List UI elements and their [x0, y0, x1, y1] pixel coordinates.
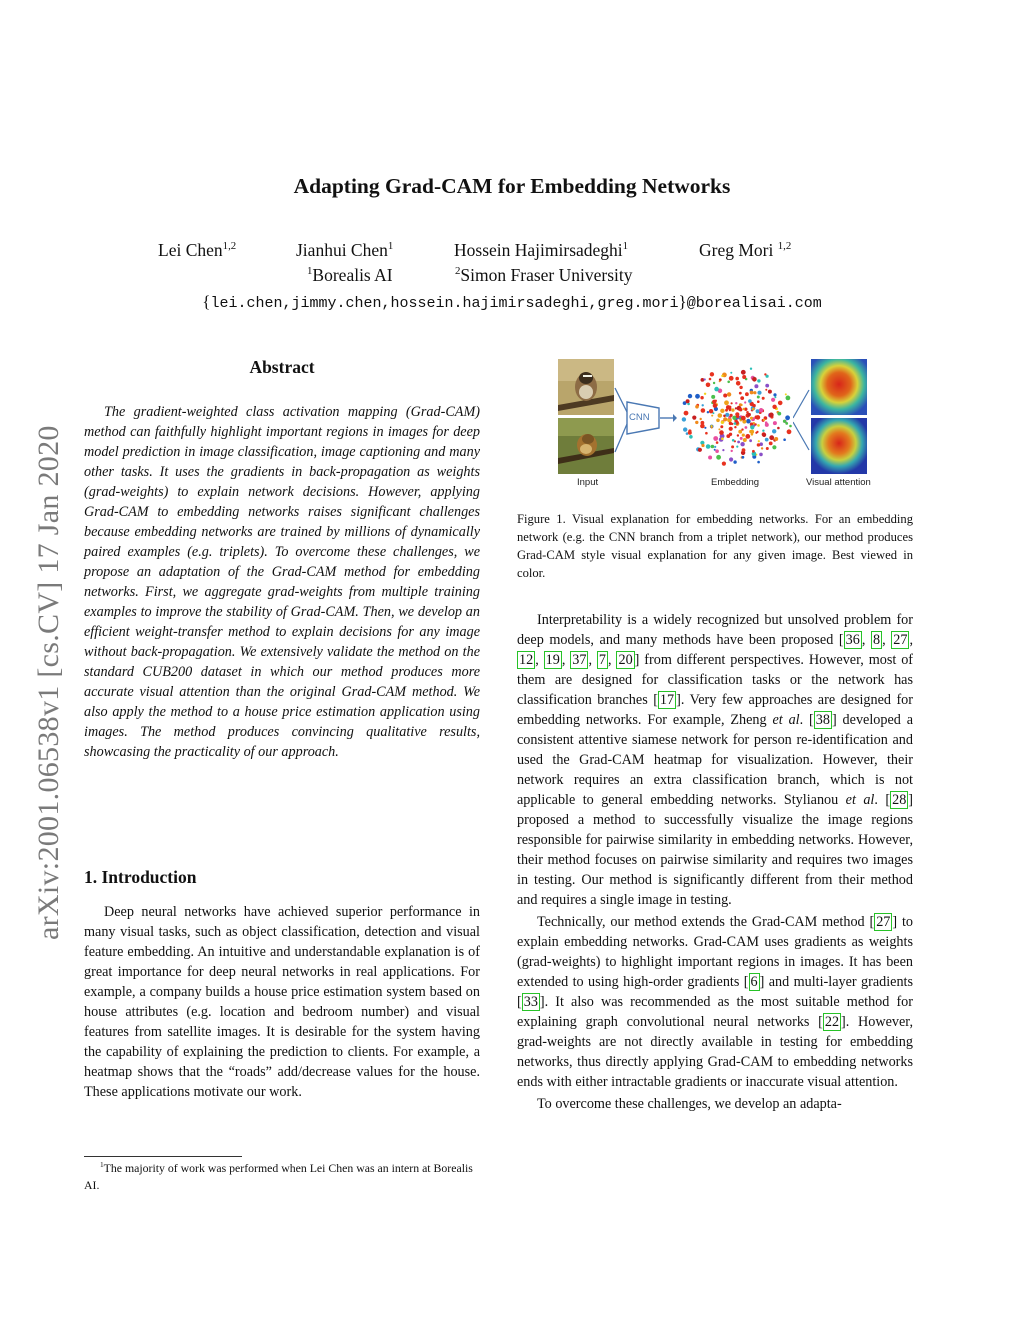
embedding-point — [756, 415, 761, 420]
embedding-point — [777, 427, 780, 430]
affiliation-borealis: $^1$Borealis AI — [307, 265, 393, 285]
affiliation-sfu: $^2$Simon Fraser University — [455, 265, 633, 285]
embedding-point — [714, 449, 716, 451]
embedding-point — [729, 422, 732, 425]
embedding-point — [734, 422, 737, 425]
embedding-point — [725, 409, 728, 412]
embedding-point — [701, 408, 706, 413]
embedding-point — [739, 408, 742, 411]
embedding-point — [740, 442, 744, 446]
citation[interactable]: 33 — [523, 994, 538, 1010]
abstract-body — [84, 402, 480, 762]
embedding-point — [745, 426, 748, 429]
embedding-point — [737, 434, 739, 436]
embedding-point — [725, 413, 729, 417]
embedding-point — [736, 446, 738, 448]
embedding-point — [750, 425, 754, 429]
embedding-point — [757, 379, 760, 382]
embedding-point — [706, 383, 711, 388]
embedding-point — [759, 408, 763, 412]
embedding-point — [702, 404, 704, 406]
embedding-point — [724, 400, 729, 405]
embedding-point — [711, 395, 715, 399]
embedding-point — [771, 398, 775, 402]
right-column-body — [517, 610, 913, 1114]
embedding-point — [739, 392, 742, 395]
embedding-point — [773, 421, 777, 425]
bird-input-image-2 — [558, 418, 614, 474]
embedding-point — [750, 391, 754, 395]
embedding-point — [729, 417, 731, 419]
embedding-point — [748, 399, 752, 403]
embedding-point — [715, 449, 719, 453]
embedding-point — [713, 382, 715, 384]
citation[interactable]: 22 — [824, 1014, 840, 1030]
embedding-point — [774, 396, 776, 398]
embedding-point — [740, 396, 744, 400]
arxiv-stamp: arXiv:2001.06538v1 [cs.CV] 17 Jan 2020 — [32, 425, 65, 940]
embedding-point — [729, 427, 733, 431]
embedding-point — [772, 445, 776, 449]
bird-input-image-1 — [558, 359, 614, 415]
embedding-point — [742, 375, 746, 379]
embedding-point — [763, 419, 765, 421]
embedding-point — [726, 434, 730, 438]
embedding-point — [739, 403, 742, 406]
embedding-point — [695, 421, 698, 424]
citation[interactable]: 19 — [545, 652, 560, 668]
embedding-point — [742, 456, 745, 459]
embedding-point — [748, 413, 751, 416]
embedding-point — [719, 380, 721, 382]
attention-heatmap-1 — [811, 359, 867, 415]
author-lei-chen: Lei Chen$^{1,2}$ — [158, 240, 237, 260]
embedding-point — [688, 394, 692, 398]
embedding-point — [752, 404, 755, 407]
abstract-heading: Abstract — [249, 357, 315, 377]
embedding-point — [689, 435, 693, 439]
embedding-point — [735, 377, 739, 381]
embedding-point — [772, 405, 776, 409]
embedding-point — [731, 402, 733, 404]
embedding-point — [765, 421, 768, 424]
author-greg-mori: Greg Mori $^{1,2}$ — [699, 240, 792, 260]
footnote-divider — [84, 1156, 242, 1157]
embedding-point — [711, 445, 715, 449]
embedding-point — [716, 419, 720, 423]
citation[interactable]: 38 — [815, 712, 830, 728]
embedding-point — [692, 416, 696, 420]
embedding-point — [759, 453, 763, 457]
embedding-point — [730, 414, 733, 417]
embedding-point — [769, 413, 774, 418]
embedding-point — [772, 429, 776, 433]
abstract-paragraph: The gradient-weighted class activation mapping (Grad-CAM) method can faithfully highlight important regions in images for deep model prediction in image classification, image captioning and many other tasks. It uses the gradients in back-propagation as weights (grad-weights) to explain network decisions. However, applying Grad-CAM to embedding networks raises significant challenges because embedding networks are trained by millions of dynamically paired examples (e.g. triplets). To overcome these challenges, we propose an adaptation of the Grad-CAM method for embedding networks. First, we aggregate grad-weights from multiple training examples to improve the stability of Grad-CAM. Then, we develop an efficient weight-transfer method to explain decisions for any image without back-propagation. We extensively validate the method on the standard CUB200 dataset in which our method produces more accurate visual attention than the original Grad-CAM method. We also apply the method to a house price estimation application using images. The method produces convincing qualitative results, showcasing the practicality of our approach. — [84, 404, 480, 760]
citation[interactable]: 36 — [845, 632, 860, 648]
figure-label-visual-attention: Visual attention — [806, 477, 871, 488]
embedding-point — [727, 392, 731, 396]
embedding-point — [731, 445, 734, 448]
embedding-point — [713, 404, 717, 408]
embedding-point — [729, 457, 733, 461]
embedding-point — [695, 394, 700, 399]
author-jianhui-chen: Jianhui Chen$^1$ — [296, 240, 394, 260]
embedding-point — [684, 411, 689, 416]
embedding-point — [738, 430, 742, 434]
embedding-point — [754, 423, 756, 425]
embedding-point — [688, 429, 691, 432]
embedding-point — [714, 387, 719, 392]
embedding-point — [744, 401, 746, 403]
embedding-point — [704, 427, 706, 429]
embedding-point — [741, 416, 746, 421]
embedding-point — [752, 450, 755, 453]
embedding-point — [777, 412, 781, 416]
figure-1 — [555, 356, 875, 490]
embedding-point — [752, 408, 755, 411]
embedding-point — [758, 444, 761, 447]
embedding-point — [721, 421, 724, 424]
author-emails: {lei.chen,jimmy.chen,hossein.hajimirsadeghi,greg.mori}@borealisai.com — [202, 292, 822, 312]
embedding-point — [749, 430, 752, 433]
embedding-point — [757, 424, 760, 427]
page-title: Adapting Grad-CAM for Embedding Networks — [293, 174, 731, 198]
embedding-point — [766, 447, 769, 450]
embedding-point — [765, 438, 769, 442]
embedding-point — [751, 433, 754, 436]
embedding-point — [769, 442, 773, 446]
embedding-point — [721, 375, 723, 377]
embedding-point — [757, 396, 760, 399]
embedding-point — [764, 373, 766, 375]
embedding-point — [723, 415, 726, 418]
embedding-point — [773, 393, 776, 396]
embedding-point — [734, 426, 736, 428]
embedding-point — [718, 413, 723, 418]
citation[interactable]: 6 — [750, 974, 758, 990]
paragraph-overcome: To overcome these challenges, we develop an adapta- — [537, 1096, 842, 1112]
embedding-point — [711, 427, 713, 429]
embedding-point — [778, 401, 783, 406]
embedding-point — [720, 409, 724, 413]
embedding-point — [768, 390, 772, 394]
embedding-point — [732, 439, 735, 442]
attention-arrows — [793, 376, 811, 466]
introduction-body — [84, 902, 480, 1102]
embedding-point — [709, 378, 712, 381]
figure-label-input: Input — [577, 477, 599, 488]
embedding-point — [750, 368, 752, 370]
embedding-point — [787, 429, 792, 434]
embedding-point — [705, 432, 708, 435]
embedding-point — [698, 448, 702, 452]
embedding-point — [762, 397, 765, 400]
embedding-point — [743, 438, 747, 442]
author-hossein-hajimirsadeghi: Hossein Hajimirsadeghi$^1$ — [454, 240, 629, 260]
embedding-point — [714, 446, 716, 448]
citation[interactable]: 28 — [892, 792, 907, 808]
embedding-point — [742, 434, 745, 437]
embedding-point — [786, 396, 791, 401]
embedding-point — [758, 440, 760, 442]
figure-1-caption: Figure 1. Visual explanation for embedding networks. For an embedding network (e.g. the CNN branch from a triplet network), our method produces Grad-CAM style visual explanation for any given image. Best viewed in color. — [517, 512, 913, 580]
citation[interactable]: 12 — [519, 652, 534, 668]
embedding-point — [735, 412, 739, 416]
citation[interactable]: 27 — [893, 632, 908, 648]
embedding-point — [789, 425, 792, 428]
embedding-point — [735, 402, 737, 404]
embedding-point — [718, 428, 720, 430]
embedding-point — [757, 391, 761, 395]
embedding-point — [757, 461, 760, 464]
embedding-point — [785, 393, 787, 395]
cnn-label: CNN — [629, 412, 650, 423]
embedding-point — [716, 441, 719, 444]
embedding-point — [729, 376, 734, 381]
figure-label-embedding: Embedding — [711, 477, 760, 488]
embedding-point — [727, 381, 730, 384]
embedding-point — [753, 391, 756, 394]
embedding-point — [713, 436, 718, 441]
embedding-point — [735, 407, 737, 409]
embedding-point — [762, 430, 764, 432]
embedding-point — [762, 433, 766, 437]
embedding-point — [708, 456, 712, 460]
embedding-point — [721, 437, 724, 440]
embedding-point — [736, 381, 741, 386]
embedding-point — [719, 430, 724, 435]
embedding-scatter — [677, 362, 799, 472]
embedding-point — [695, 405, 699, 409]
embedding-point — [711, 415, 713, 417]
embedding-point — [741, 370, 746, 375]
embedding-point — [765, 389, 767, 391]
embedding-point — [756, 431, 758, 433]
embedding-point — [723, 394, 727, 398]
embedding-point — [740, 437, 743, 440]
embedding-point — [729, 407, 732, 410]
embedding-point — [739, 386, 742, 389]
embedding-point — [700, 418, 702, 420]
embedding-point — [701, 421, 705, 425]
embedding-point — [785, 422, 788, 425]
embedding-point — [715, 400, 717, 402]
embedding-point — [731, 408, 734, 411]
embedding-point — [769, 435, 774, 440]
introduction-heading: 1. Introduction — [84, 867, 197, 887]
embedding-point — [757, 400, 760, 403]
embedding-point — [710, 372, 714, 376]
embedding-point — [722, 449, 724, 451]
embedding-point — [701, 444, 704, 447]
embedding-point — [704, 378, 706, 380]
embedding-point — [731, 450, 733, 452]
embedding-point — [709, 409, 713, 413]
embedding-point — [749, 439, 752, 442]
embedding-point — [733, 460, 736, 463]
embedding-point — [700, 396, 703, 399]
embedding-point — [761, 447, 763, 449]
footnote: $^1$The majority of work was performed when Lei Chen was an intern at Borealis AI. — [84, 1160, 473, 1192]
embedding-point — [682, 417, 686, 421]
embedding-point — [754, 384, 758, 388]
embedding-point — [720, 425, 723, 428]
embedding-point — [746, 419, 751, 424]
embedding-point — [752, 377, 757, 382]
citation[interactable]: 37 — [572, 652, 587, 668]
introduction-paragraph: Deep neural networks have achieved superior performance in many visual tasks, such as object classification, detection and visual feature embedding. An intuitive and understandable explanation is of great importance for deep neural networks in real applications. For example, a company builds a house price estimation system based on house attributes (e.g. location and bedroom number) and visual features from satellite images. It is desirable for the system having the capability of explaining the prediction to clients. For example, a heatmap shows that the “roads” add/decrease values for the house. These applications motivate our work. — [84, 904, 480, 1100]
paragraph-interpretability: Interpretability is a widely recognized but unsolved problem for deep models, and many methods have been proposed [ 36 , 8 , 27 , 12 , 19 , 37 , 7 , 20 ] from different perspectives. However, most of them are designed for classification tasks or the network has classification branches [ 17 ]. Very few approaches are designed for embedding networks. For example, Zheng et al. [ 38 ] developed a consistent attentive siamese network for person re-identification and used the Grad-CAM heatmap for visualization. However, their network requires an extra classification branch, which is not applicable to general embedding networks. Stylianou et al. [ 28 ] proposed a method to successfully visualize the image regions responsible for pairwise similarity in embedding networks. However, their method focuses on pairwise similarity and requires two images in testing. Our method is significantly different from their method and requires a single image in testing. — [517, 612, 914, 908]
embedding-point — [730, 372, 732, 374]
embedding-point — [774, 437, 778, 441]
embedding-point — [741, 428, 743, 430]
embedding-point — [686, 399, 690, 403]
citation[interactable]: 27 — [876, 914, 891, 930]
embedding-point — [750, 417, 753, 420]
embedding-point — [683, 427, 687, 431]
embedding-point — [707, 411, 709, 413]
embedding-point — [706, 444, 711, 449]
citation[interactable]: 17 — [659, 692, 675, 708]
citation[interactable]: 8 — [873, 632, 881, 648]
embedding-point — [716, 455, 721, 460]
embedding-point — [704, 393, 706, 395]
embedding-point — [722, 462, 726, 466]
embedding-point — [783, 438, 786, 441]
embedding-point — [737, 441, 740, 444]
embedding-point — [745, 392, 749, 396]
embedding-point — [765, 384, 769, 388]
embedding-point — [742, 448, 746, 452]
citation[interactable]: 20 — [618, 652, 633, 668]
embedding-point — [785, 415, 790, 420]
embedding-point — [745, 434, 750, 439]
attention-heatmap-2 — [811, 418, 867, 474]
citation[interactable]: 7 — [598, 652, 607, 668]
embedding-point — [783, 420, 786, 423]
embedding-point — [743, 408, 745, 410]
paragraph-technically: Technically, our method extends the Grad-CAM method [ 27 ] to explain embedding networks. Grad-CAM uses gradients as weights (grad-weights) to highlight important regions in images. It has been extended to using high-order gradients [ 6 ] and multi-layer gradients [ 33 ]. It also was recommended as the most suitable method for explaining graph convolutional neural networks [ 22 ]. However, grad-weights are not directly available in testing for embedding networks, thus directly applying Grad-CAM to embedding networks ends with either intractable gradients or inaccurate visual attention. — [517, 914, 914, 1090]
